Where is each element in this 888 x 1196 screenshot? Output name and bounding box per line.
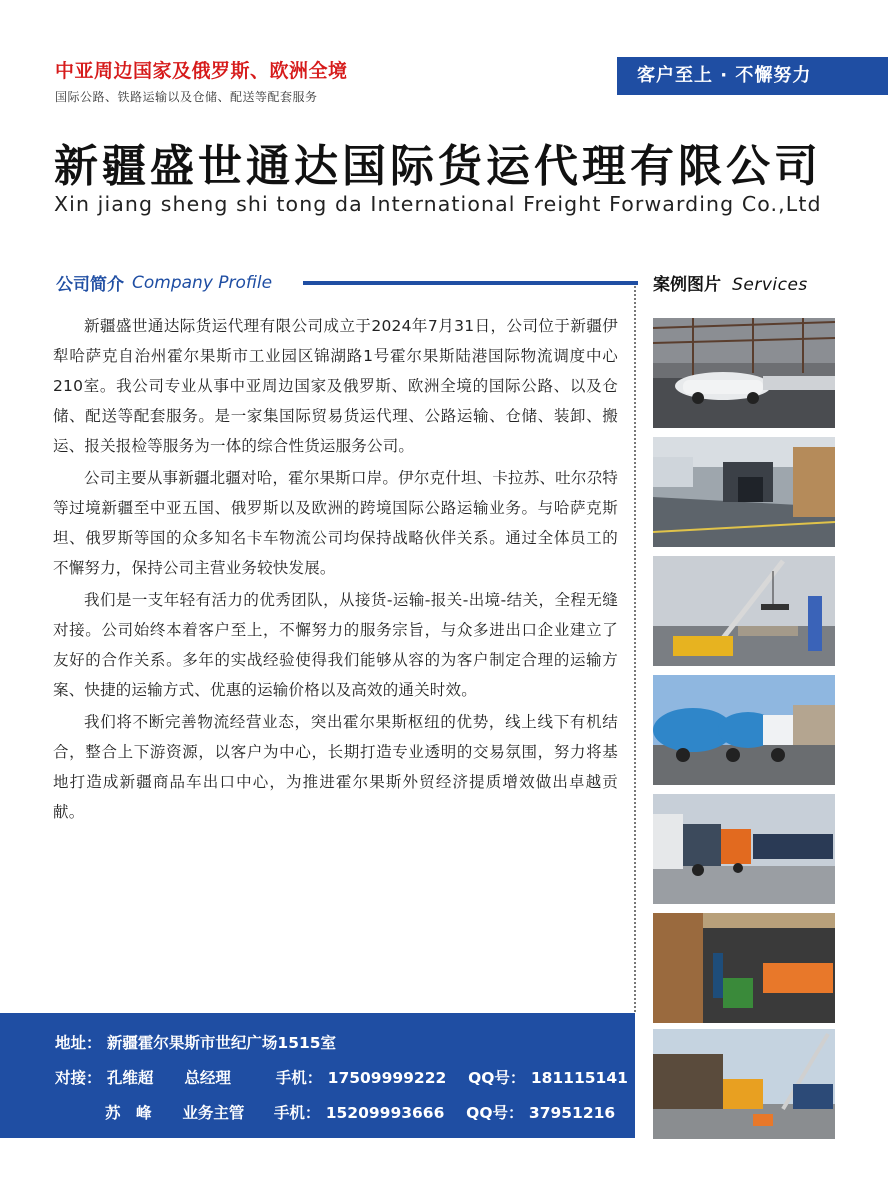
- profile-title-en: Company Profile: [132, 272, 273, 293]
- header-subline: 国际公路、铁路运输以及仓储、配送等配套服务: [55, 90, 318, 104]
- phone-label: 手机：: [275, 1069, 323, 1087]
- header-tagline-block: [55, 56, 348, 105]
- profile-heading: [56, 270, 272, 295]
- contact-name: 苏 峰: [105, 1104, 152, 1122]
- services-title-cn: 案例图片: [653, 275, 721, 295]
- photo-truck-lineup: [653, 794, 835, 904]
- phone-number: 17509999222: [327, 1069, 447, 1087]
- photo-warehouse-yard: [653, 1029, 835, 1139]
- profile-paragraph: 新疆盛世通达际货运代理有限公司成立于2024年7月31日，公司位于新疆伊犁哈萨克自治州霍尔果斯市工业园区锦湖路1号霍尔果斯陆港国际物流调度中心210室。我公司专业从事中亚周边国家及俄罗斯、欧洲全境的国际公路、以及仓储、配送等配套服务。是一家集国际贸易货运代理、公路运输、仓储、装卸、搬运、报关报检等服务为一体的综合性货运服务公司。: [53, 317, 618, 455]
- photo-car-warehouse: [653, 318, 835, 428]
- address-row: [55, 1031, 336, 1053]
- phone-number: 15209993666: [325, 1104, 445, 1122]
- address-value: 新疆霍尔果斯市世纪广场1515室: [106, 1034, 337, 1052]
- profile-heading-rule: [303, 281, 638, 285]
- qq-number: 37951216: [528, 1104, 616, 1122]
- column-divider: [634, 286, 636, 1012]
- contact-row-2: [105, 1101, 615, 1123]
- contact-row-1: [55, 1066, 628, 1088]
- profile-paragraph: 我们是一支年轻有活力的优秀团队，从接货-运输-报关-出境-结关，全程无缝对接。公司始终本着客户至上，不懈努力的服务宗旨，与众多进出口企业建立了友好的合作关系。多年的实战经验使得我们能够从容的为客户制定合理的运输方案、快捷的运输方式、优惠的运输价格以及高效的通关时效。: [53, 591, 618, 699]
- company-name-en: Xin jiang sheng shi tong da International Freight Forwarding Co.,Ltd: [54, 192, 822, 216]
- profile-paragraph: 公司主要从事新疆北疆对哈，霍尔果斯口岸。伊尔克什坦、卡拉苏、吐尔尕特等过境新疆至中亚五国、俄罗斯以及欧洲的跨境国际公路运输业务。与哈萨克斯坦、俄罗斯等国的众多知名卡车物流公司均保持战略伙伴关系。通过全体员工的不懈努力，保持公司主营业务较快发展。: [53, 469, 618, 577]
- profile-body: [53, 311, 618, 829]
- profile-title-cn: 公司简介: [56, 275, 124, 295]
- qq-label: QQ号：: [466, 1104, 524, 1122]
- qq-number: 181115141: [530, 1069, 628, 1087]
- contact-label: 对接：: [55, 1069, 102, 1087]
- header-tagline: 中亚周边国家及俄罗斯、欧洲全境: [55, 60, 348, 82]
- photo-mixer-trucks: [653, 675, 835, 785]
- phone-label: 手机：: [273, 1104, 321, 1122]
- photo-customs-lane: [653, 437, 835, 547]
- contact-footer: [0, 1013, 635, 1138]
- services-title-en: Services: [732, 275, 808, 295]
- photo-cargo-loading: [653, 913, 835, 1023]
- contact-title: 业务主管: [182, 1104, 245, 1122]
- contact-title: 总经理: [184, 1069, 231, 1087]
- photo-crane-lift: [653, 556, 835, 666]
- company-name-cn: 新疆盛世通达国际货运代理有限公司: [54, 141, 822, 192]
- motto-banner: 客户至上 · 不懈努力: [617, 57, 888, 95]
- address-label: 地址：: [55, 1034, 102, 1052]
- contact-name: 孔维超: [106, 1069, 154, 1087]
- qq-label: QQ号：: [468, 1069, 526, 1087]
- services-heading: [653, 270, 808, 295]
- profile-paragraph: 我们将不断完善物流经营业态，突出霍尔果斯枢纽的优势，线上线下有机结合，整合上下游资源，以客户为中心，长期打造专业透明的交易氛围，努力将基地打造成新疆商品车出口中心，为推进霍尔果斯外贸经济提质增效做出卓越贡献。: [53, 713, 618, 821]
